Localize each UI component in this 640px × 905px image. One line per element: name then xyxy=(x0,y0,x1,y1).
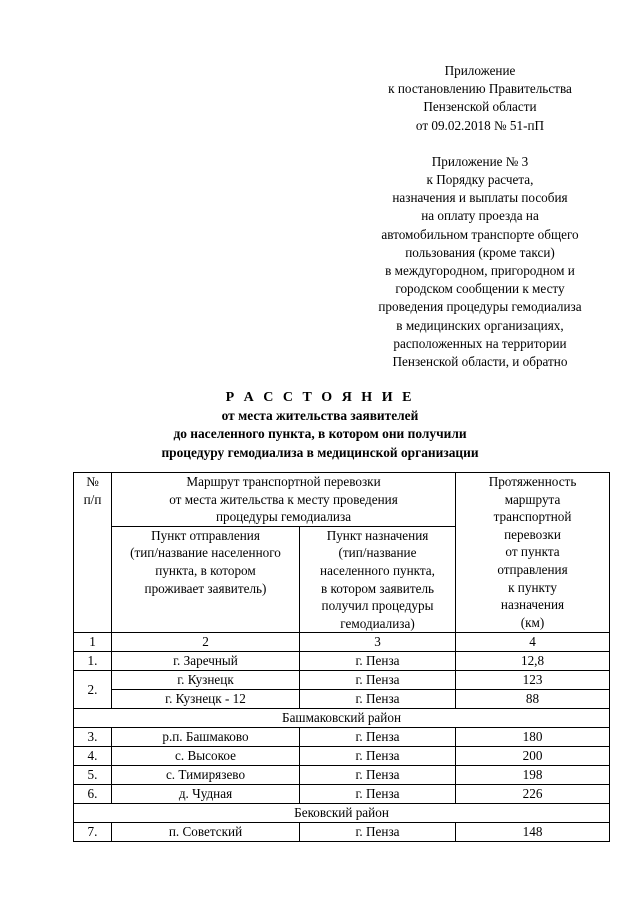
title-line: до населенного пункта, в котором они получили xyxy=(173,426,467,442)
spacer xyxy=(350,135,610,153)
header-to xyxy=(300,526,456,633)
row-num: 4. xyxy=(74,747,112,766)
row-num: 1. xyxy=(74,652,112,671)
document-title xyxy=(0,389,640,462)
sub-annex-line: Приложение № 3 xyxy=(431,153,529,169)
header-text: перевозки xyxy=(504,526,561,542)
column-number-row xyxy=(74,633,610,652)
header-length xyxy=(456,473,610,633)
row-to: г. Пенза xyxy=(300,823,456,842)
sub-annex-line: назначения и выплаты пособия xyxy=(392,190,568,206)
row-to: г. Пенза xyxy=(300,728,456,747)
table-row xyxy=(74,766,610,785)
header-text: населенного пункта, xyxy=(320,562,435,578)
sub-annex-line: пользования (кроме такси) xyxy=(405,244,555,260)
table-row xyxy=(74,671,610,690)
row-to: г. Пенза xyxy=(300,747,456,766)
row-km: 12,8 xyxy=(456,652,610,671)
district-row xyxy=(74,709,610,728)
header-from xyxy=(112,526,300,633)
header-text: от места жительства к месту проведения xyxy=(169,491,398,507)
title-line: процедуру гемодиализа в медицинской организации xyxy=(161,444,479,460)
header-text: получил процедуры xyxy=(321,598,434,614)
header-num xyxy=(74,473,112,633)
row-from: г. Кузнецк - 12 xyxy=(112,690,300,709)
table-row xyxy=(74,823,610,842)
row-to: г. Пенза xyxy=(300,652,456,671)
row-km: 226 xyxy=(456,785,610,804)
row-from: с. Высокое xyxy=(112,747,300,766)
district-name: Башмаковский район xyxy=(74,709,610,728)
sub-annex-line: на оплату проезда на xyxy=(421,208,539,224)
sub-annex-line: автомобильном транспорте общего xyxy=(381,226,579,242)
sub-annex-line: проведения процедуры гемодиализа xyxy=(378,299,582,315)
title-heading: Р А С С Т О Я Н И Е xyxy=(225,390,415,405)
table-row xyxy=(74,785,610,804)
header-text: Маршрут транспортной перевозки xyxy=(186,474,381,489)
row-km: 88 xyxy=(456,690,610,709)
header-text: транспортной xyxy=(493,509,572,525)
row-to: г. Пенза xyxy=(300,690,456,709)
row-from: г. Кузнецк xyxy=(112,671,300,690)
annex-line: от 09.02.2018 № 51-пП xyxy=(415,117,545,133)
header-text: гемодиализа) xyxy=(340,615,415,631)
title-line: от места жительства заявителей xyxy=(221,408,419,424)
annex-line: Приложение xyxy=(444,63,516,78)
row-num: 7. xyxy=(74,823,112,842)
header-text: (км) xyxy=(520,614,545,630)
header-route xyxy=(112,473,456,527)
header-text: процедуры гемодиализа xyxy=(215,509,352,525)
table-row xyxy=(74,728,610,747)
header-text: отправления xyxy=(497,561,568,577)
column-number: 1 xyxy=(74,633,112,652)
table-row xyxy=(74,652,610,671)
row-num: 5. xyxy=(74,766,112,785)
annex-line: к постановлению Правительства xyxy=(388,81,572,97)
column-number: 2 xyxy=(112,633,300,652)
header-row xyxy=(74,473,610,527)
header-text: № xyxy=(86,474,99,489)
header-text: Протяженность xyxy=(488,474,577,489)
row-from: с. Тимирязево xyxy=(112,766,300,785)
header-text: Пункт отправления xyxy=(151,527,260,543)
row-km: 148 xyxy=(456,823,610,842)
distance-table xyxy=(73,472,610,842)
header-text: п/п xyxy=(83,491,102,507)
row-km: 198 xyxy=(456,766,610,785)
header-text: маршрута xyxy=(504,491,561,507)
annex-line: Пензенской области xyxy=(423,99,537,115)
header-text: (тип/название xyxy=(338,545,417,561)
sub-annex-line: Пензенской области, и обратно xyxy=(392,354,568,370)
row-num: 3. xyxy=(74,728,112,747)
row-km: 123 xyxy=(456,671,610,690)
row-from: д. Чудная xyxy=(112,785,300,804)
row-num: 6. xyxy=(74,785,112,804)
district-name: Бековский район xyxy=(74,804,610,823)
row-num: 2. xyxy=(74,671,112,709)
header-text: (тип/название населенного xyxy=(130,545,281,561)
header-text: к пункту xyxy=(508,579,557,595)
sub-annex-line: в медицинских организациях, xyxy=(396,317,564,333)
row-to: г. Пенза xyxy=(300,671,456,690)
column-number: 3 xyxy=(300,633,456,652)
row-from: п. Советский xyxy=(112,823,300,842)
header-text: в котором заявитель xyxy=(320,580,435,596)
sub-annex-line: в междугородном, пригородном и xyxy=(385,263,575,279)
row-to: г. Пенза xyxy=(300,766,456,785)
header-text: назначения xyxy=(500,597,565,613)
table-row xyxy=(74,747,610,766)
row-km: 180 xyxy=(456,728,610,747)
sub-annex-line: расположенных на территории xyxy=(393,335,567,351)
district-row xyxy=(74,804,610,823)
annex-block xyxy=(350,62,610,371)
row-km: 200 xyxy=(456,747,610,766)
row-from: г. Заречный xyxy=(112,652,300,671)
row-from: р.п. Башмаково xyxy=(112,728,300,747)
header-text: проживает заявитель) xyxy=(144,580,267,596)
header-text: от пункта xyxy=(505,544,560,560)
row-to: г. Пенза xyxy=(300,785,456,804)
header-text: пункта, в котором xyxy=(155,562,256,578)
header-text: Пункт назначения xyxy=(326,527,429,543)
table-row xyxy=(74,690,610,709)
sub-annex-line: городском сообщении к месту xyxy=(395,281,565,297)
column-number: 4 xyxy=(456,633,610,652)
sub-annex-line: к Порядку расчета, xyxy=(426,172,534,188)
